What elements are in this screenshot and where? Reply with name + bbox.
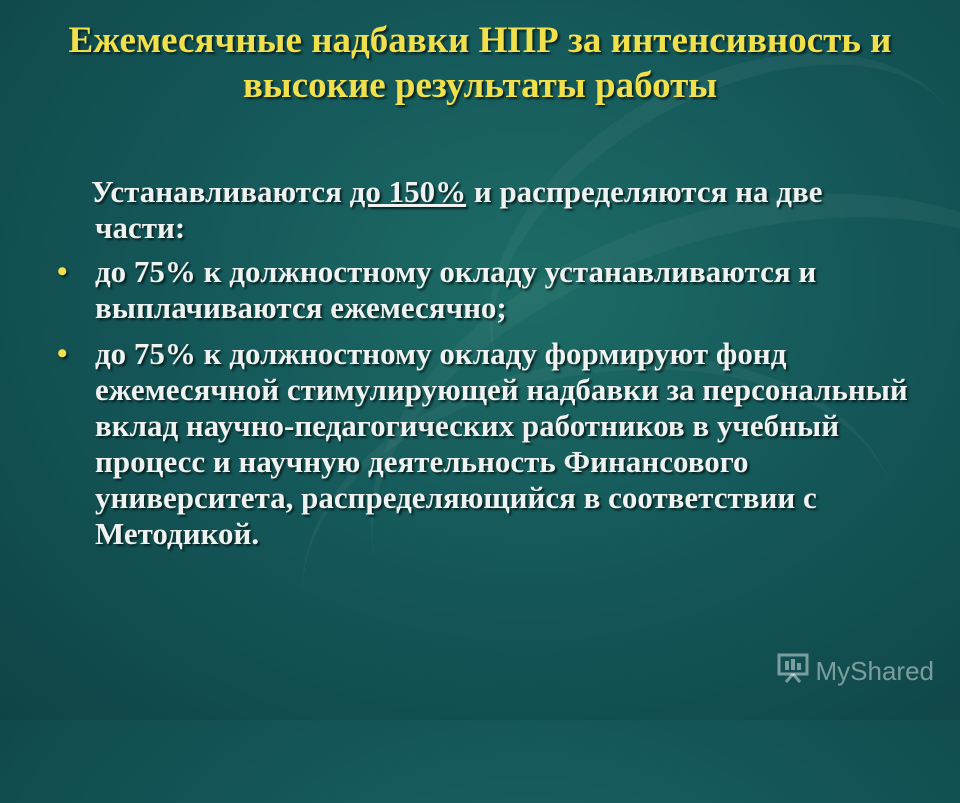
watermark-text: MyShared: [815, 656, 934, 686]
bullet-text: до 75% к должностному окладу формируют фонд ежемесячной стимулирующей надбавки за персональный вклад научно-педагогических работников в учебный процесс и научную деятельность Финансового университета, распределяющийся в соответствии с Методикой.: [95, 336, 908, 551]
intro-highlight: до 150%: [349, 174, 467, 209]
bullet-item: [55, 336, 915, 552]
bullet-icon: •: [57, 255, 68, 288]
bullet-list: [55, 254, 915, 552]
slide-title: Ежемесячные надбавки НПР за интенсивность и высокие результаты работы: [68, 20, 892, 106]
presentation-icon: [776, 651, 810, 692]
bullet-text: до 75% к должностному окладу устанавливаются и выплачиваются ежемесячно;: [95, 254, 817, 325]
bullet-item: [55, 254, 915, 326]
slide-body: [55, 174, 915, 562]
watermark: [776, 651, 935, 692]
intro-text-before: Устанавливаются: [91, 174, 350, 209]
intro-text-after: и распределяются на две части:: [95, 174, 823, 245]
bullet-icon: •: [57, 337, 68, 370]
intro-paragraph: [55, 174, 915, 246]
